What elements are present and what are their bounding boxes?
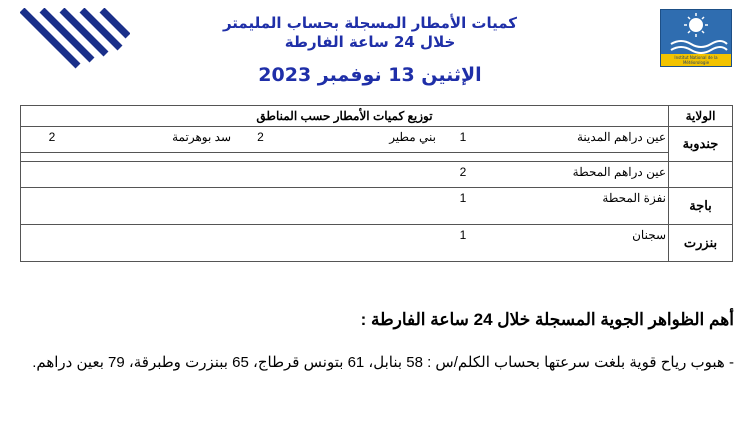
phenomena-text: - هبوب رياح قوية بلغت سرعتها بحساب الكلم/س : 58 بنابل، 61 بتونس قرطاج، 65 ببنزرت وطبرقة، 79 بعين دراهم. bbox=[32, 354, 734, 371]
stations-row bbox=[21, 225, 668, 250]
station-name bbox=[288, 162, 438, 187]
phenomena-heading: أهم الظواهر الجوية المسجلة خلال 24 ساعة الفارطة : bbox=[360, 310, 734, 329]
station-value bbox=[21, 162, 83, 187]
station-name bbox=[288, 225, 438, 250]
station-value bbox=[233, 188, 288, 213]
station-name: عين دراهم المحطة bbox=[572, 165, 666, 179]
region-name: جندوبة bbox=[669, 127, 733, 162]
station-name: نفزة المحطة bbox=[602, 191, 666, 205]
stations-row bbox=[21, 188, 668, 213]
region-stations bbox=[21, 127, 669, 162]
station-value bbox=[233, 162, 288, 187]
station-value: 2 bbox=[459, 165, 467, 179]
region-name: بنزرت bbox=[669, 225, 733, 262]
table-row bbox=[21, 225, 733, 262]
region-name: باجة bbox=[669, 188, 733, 225]
station-name: عين دراهم المدينة bbox=[577, 130, 666, 144]
table-row bbox=[21, 188, 733, 225]
table-row bbox=[21, 127, 733, 162]
station-value: 1 bbox=[459, 191, 467, 205]
stations-grid bbox=[21, 162, 668, 187]
logo-yellow-band bbox=[661, 54, 731, 66]
table-header-row bbox=[21, 106, 733, 127]
station-value: 1 bbox=[459, 228, 467, 242]
station-name bbox=[83, 162, 233, 187]
weather-emblem-icon bbox=[661, 10, 731, 54]
report-date: الإثنين 13 نوفمبر 2023 bbox=[258, 64, 482, 86]
station-value bbox=[21, 225, 83, 250]
station-name: سد بوهرتمة bbox=[172, 130, 231, 144]
region-stations bbox=[21, 162, 669, 188]
station-name bbox=[288, 188, 438, 213]
stations-grid bbox=[21, 225, 668, 250]
page-title: كميات الأمطار المسجلة بحساب المليمتر bbox=[222, 14, 518, 32]
stations-row bbox=[21, 162, 668, 187]
institute-logo bbox=[660, 9, 732, 67]
station-name: بني مطير bbox=[389, 130, 436, 144]
station-value: 2 bbox=[257, 130, 264, 144]
station-value: 2 bbox=[48, 130, 56, 144]
stations-row bbox=[21, 127, 668, 153]
page-subtitle: خلال 24 ساعة الفارطة bbox=[284, 33, 456, 51]
stations-row bbox=[21, 153, 668, 162]
logo-caption: Institut National de la Météorologie bbox=[674, 55, 718, 65]
column-header-region: الولاية bbox=[669, 106, 733, 127]
stations-grid bbox=[21, 127, 668, 161]
rainfall-table bbox=[20, 105, 733, 262]
station-value bbox=[233, 225, 288, 250]
station-name: سجنان bbox=[632, 228, 666, 242]
station-name bbox=[83, 225, 233, 250]
region-stations bbox=[21, 225, 669, 262]
table-row bbox=[21, 162, 733, 188]
station-value: 1 bbox=[459, 130, 467, 144]
diagonal-stripes-logo bbox=[20, 8, 130, 70]
station-name bbox=[83, 188, 233, 213]
column-header-distribution: توزيع كميات الأمطار حسب المناطق bbox=[21, 106, 669, 127]
region-stations bbox=[21, 188, 669, 225]
station-value bbox=[21, 188, 83, 213]
stations-grid bbox=[21, 188, 668, 213]
